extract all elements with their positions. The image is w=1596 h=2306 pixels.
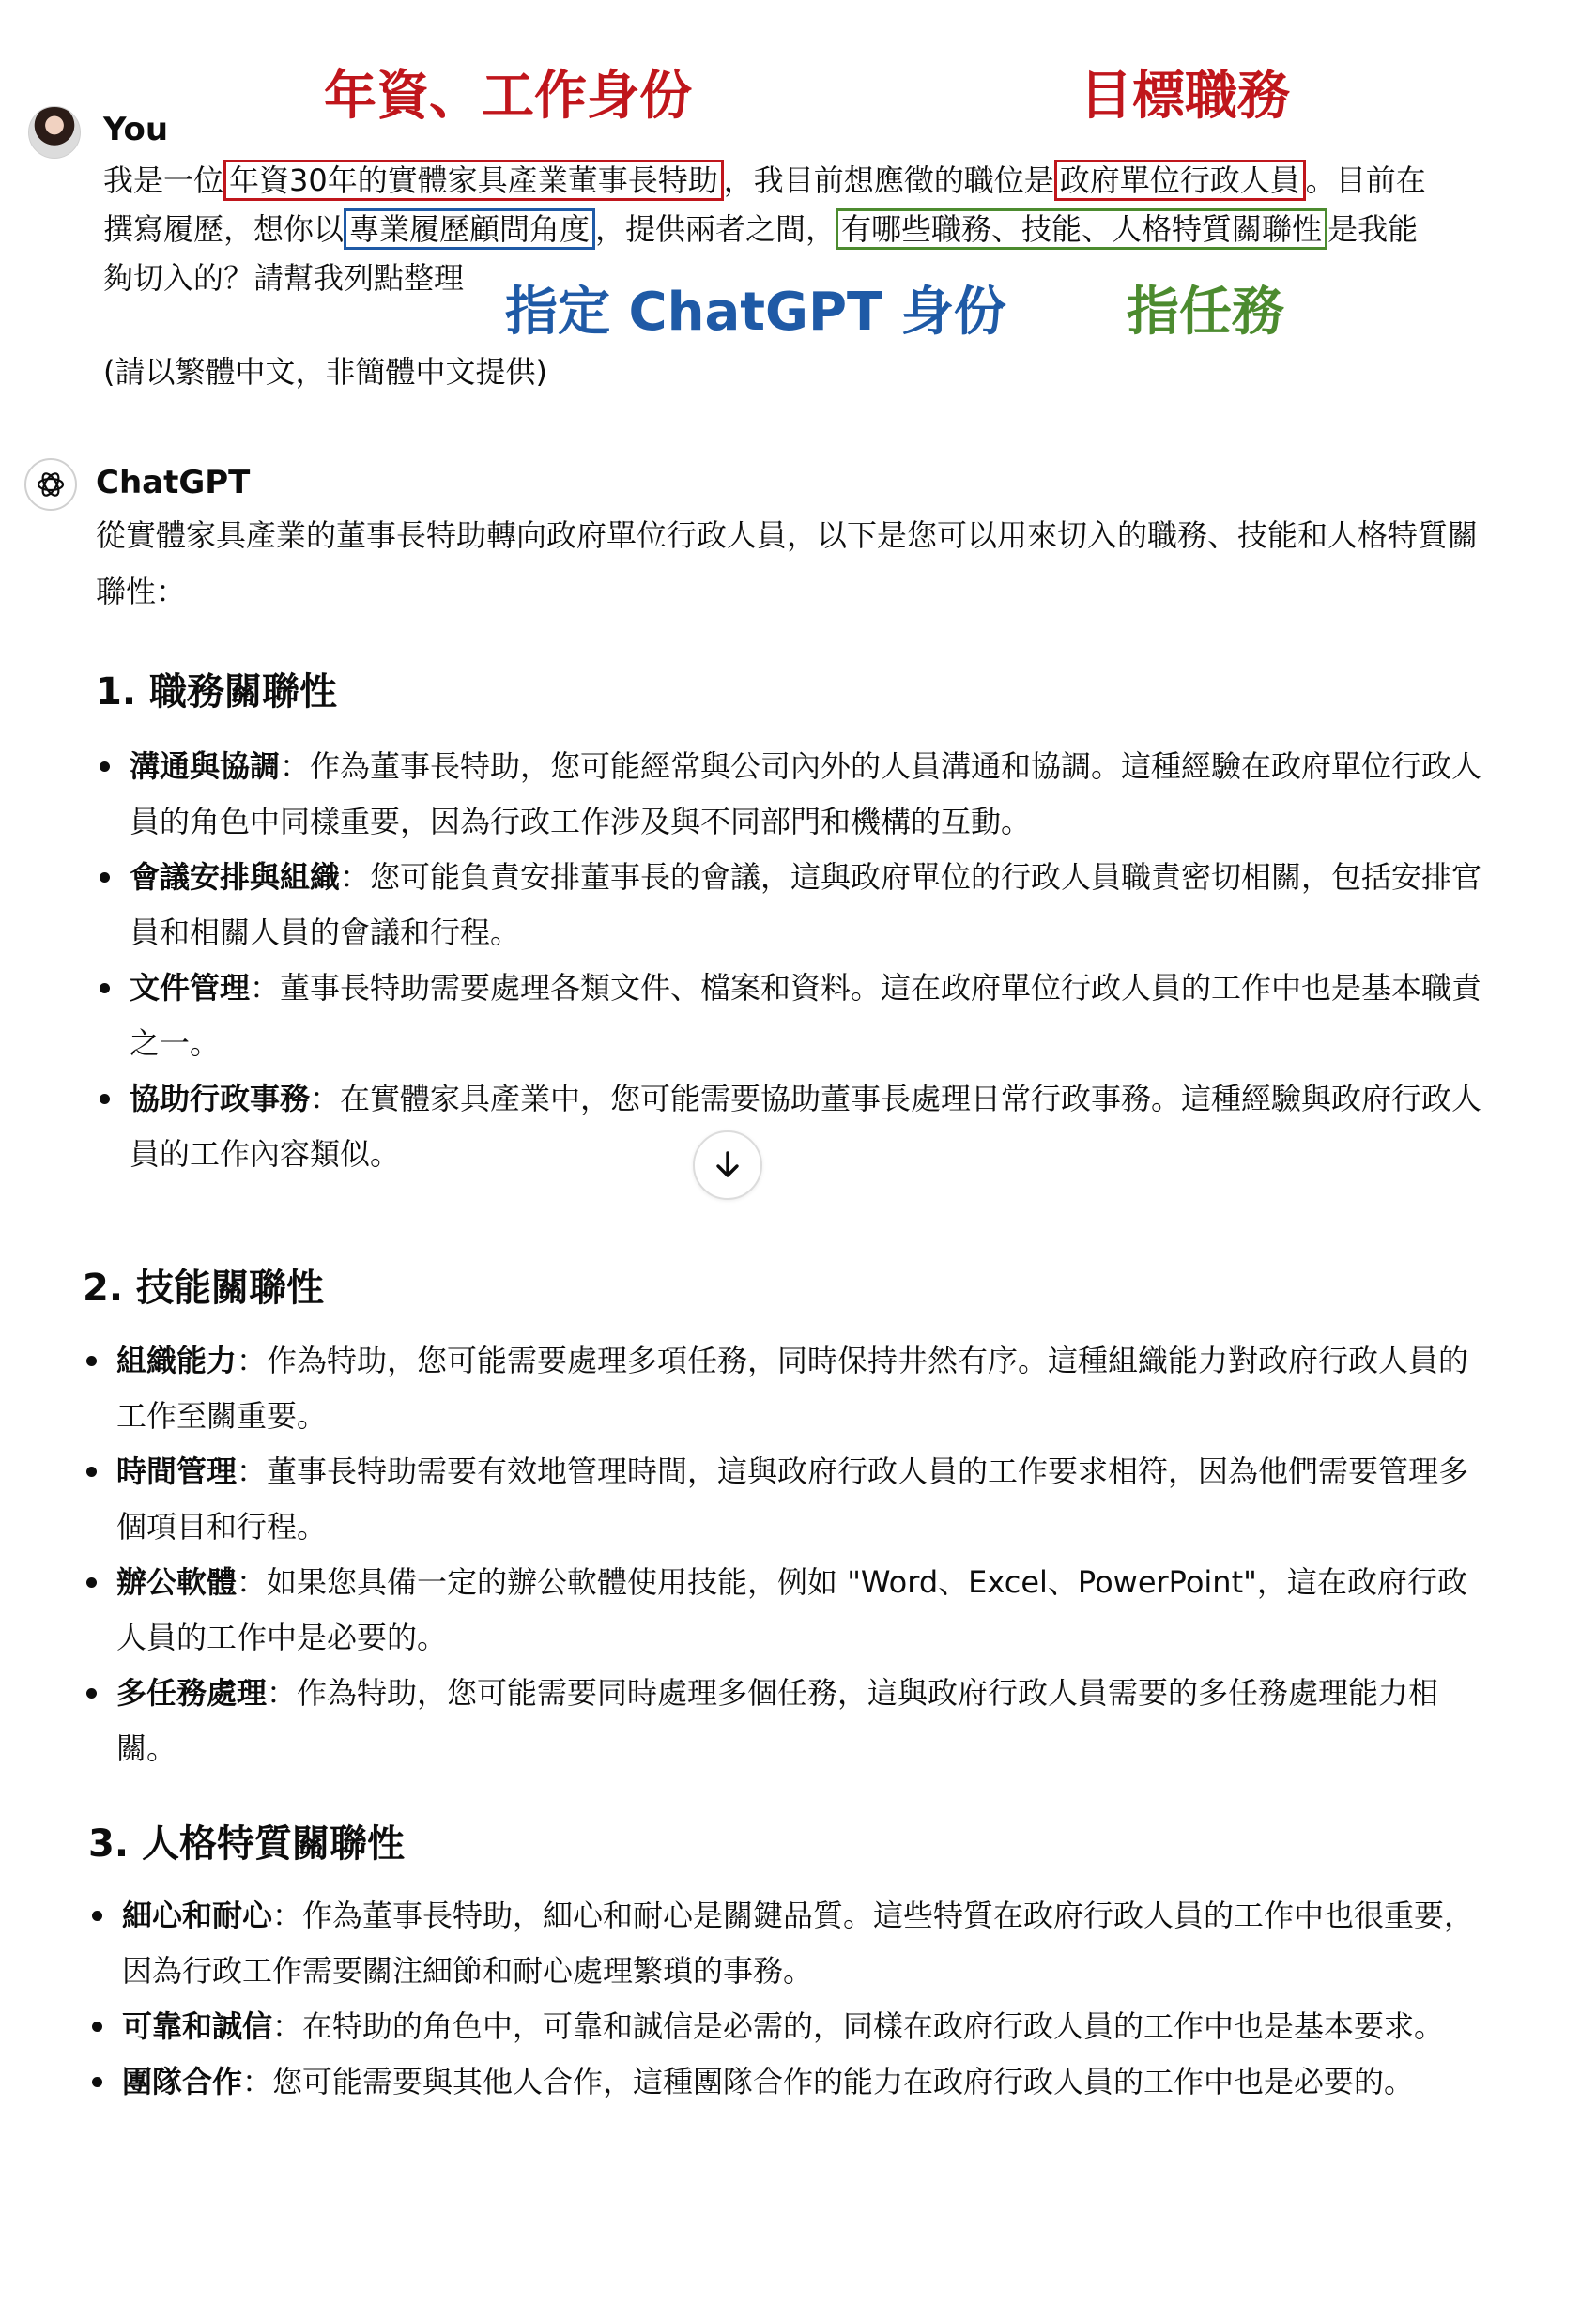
item-term: 多任務處理 — [116, 1675, 268, 1711]
text: ，提供兩者之間， — [595, 211, 836, 247]
user-message-line-1 — [103, 156, 1568, 205]
text: 撰寫履歷，想你以 — [103, 211, 345, 247]
user-avatar — [28, 106, 81, 159]
item-desc: ：作為特助，您可能需要處理多項任務，同時保持井然有序。這種組織能力對政府行政人員的工作至關重要。 — [116, 1343, 1469, 1434]
list-item — [130, 961, 1491, 1071]
highlight-seniority: 年資30年的實體家具產業董事長特助 — [223, 160, 724, 201]
item-desc: ：董事長特助需要有效地管理時間，這與政府行政人員的工作要求相符，因為他們需要管理多個項目和行程。 — [116, 1453, 1469, 1545]
list-item — [130, 1071, 1491, 1182]
chatgpt-logo-icon — [24, 458, 77, 511]
item-term: 協助行政事務 — [130, 1081, 311, 1116]
arrow-down-icon — [714, 1149, 742, 1181]
item-desc: ：您可能需要與其他人合作，這種團隊合作的能力在政府行政人員的工作中也是必要的。 — [242, 2064, 1415, 2099]
text: ，我目前想應徵的職位是 — [723, 162, 1054, 198]
list-item — [116, 1555, 1491, 1666]
list-item — [122, 1999, 1491, 2054]
item-term: 會議安排與組織 — [130, 859, 341, 895]
list-item — [116, 1666, 1491, 1776]
user-message-line-2 — [103, 205, 1568, 254]
item-term: 時間管理 — [116, 1453, 238, 1489]
item-desc: ：作為董事長特助，細心和耐心是關鍵品質。這些特質在政府行政人員的工作中也很重要，因為行政工作需要關注細節和耐心處理繁瑣的事務。 — [122, 1898, 1475, 1989]
annotation-seniority-identity: 年資、工作身份 — [324, 66, 692, 127]
user-note: (請以繁體中文，非簡體中文提供) — [103, 354, 547, 390]
annotation-assign-identity: 指定 ChatGPT 身份 — [505, 282, 1006, 343]
item-desc: ：董事長特助需要處理各類文件、檔案和資料。這在政府單位行政人員的工作中也是基本職責之一。 — [130, 970, 1482, 1061]
section-heading-personality: 3. 人格特質關聯性 — [88, 1822, 405, 1866]
list-item — [122, 2054, 1491, 2110]
item-term: 可靠和誠信 — [122, 2008, 273, 2044]
text: 我是一位 — [103, 162, 224, 198]
text: 是我能 — [1327, 211, 1419, 247]
item-desc: ：在實體家具產業中，您可能需要協助董事長處理日常行政事務。這種經驗與政府行政人員的工作內容類似。 — [130, 1081, 1482, 1172]
item-desc: ：如果您具備一定的辦公軟體使用技能，例如 "Word、Excel、PowerPoint"，這在政府行政人員的工作中是必要的。 — [116, 1564, 1467, 1655]
skills-list — [116, 1333, 1491, 1776]
section-heading-skills: 2. 技能關聯性 — [83, 1267, 324, 1310]
highlight-target-job: 政府單位行政人員 — [1054, 160, 1306, 201]
user-message-line-3: 夠切入的？請幫我列點整理 — [103, 260, 465, 296]
item-term: 細心和耐心 — [122, 1898, 273, 1933]
section-heading-duties: 1. 職務關聯性 — [96, 670, 337, 714]
highlight-consultant-role: 專業履歷顧問角度 — [344, 208, 595, 250]
scroll-to-bottom-button[interactable] — [693, 1130, 762, 1200]
highlight-task: 有哪些職務、技能、人格特質關聯性 — [836, 208, 1327, 250]
duties-list — [130, 739, 1491, 1182]
item-term: 溝通與協調 — [130, 748, 281, 784]
user-name: You — [103, 111, 169, 148]
user-message — [103, 156, 1568, 302]
annotation-assign-task: 指任務 — [1127, 282, 1284, 343]
list-item — [122, 1888, 1491, 1999]
list-item — [130, 739, 1491, 850]
list-item — [116, 1333, 1491, 1444]
personality-list — [122, 1888, 1491, 2110]
item-term: 辦公軟體 — [116, 1564, 238, 1600]
item-term: 文件管理 — [130, 970, 251, 1006]
assistant-intro: 從實體家具產業的董事長特助轉向政府單位行政人員，以下是您可以用來切入的職務、技能和人格特質關聯性： — [96, 517, 1479, 609]
annotation-target-job: 目標職務 — [1080, 66, 1290, 127]
item-desc: ：作為董事長特助，您可能經常與公司內外的人員溝通和協調。這種經驗在政府單位行政人員的角色中同樣重要，因為行政工作涉及與不同部門和機構的互動。 — [130, 748, 1482, 839]
assistant-name: ChatGPT — [96, 464, 251, 501]
item-term: 組織能力 — [116, 1343, 238, 1378]
item-term: 團隊合作 — [122, 2064, 243, 2099]
text: 。目前在 — [1305, 162, 1426, 198]
item-desc: ：您可能負責安排董事長的會議，這與政府單位的行政人員職責密切相關，包括安排官員和相關人員的會議和行程。 — [130, 859, 1482, 950]
list-item — [130, 850, 1491, 961]
item-desc: ：作為特助，您可能需要同時處理多個任務，這與政府行政人員需要的多任務處理能力相關。 — [116, 1675, 1439, 1766]
list-item — [116, 1444, 1491, 1555]
item-desc: ：在特助的角色中，可靠和誠信是必需的，同樣在政府行政人員的工作中也是基本要求。 — [272, 2008, 1445, 2044]
